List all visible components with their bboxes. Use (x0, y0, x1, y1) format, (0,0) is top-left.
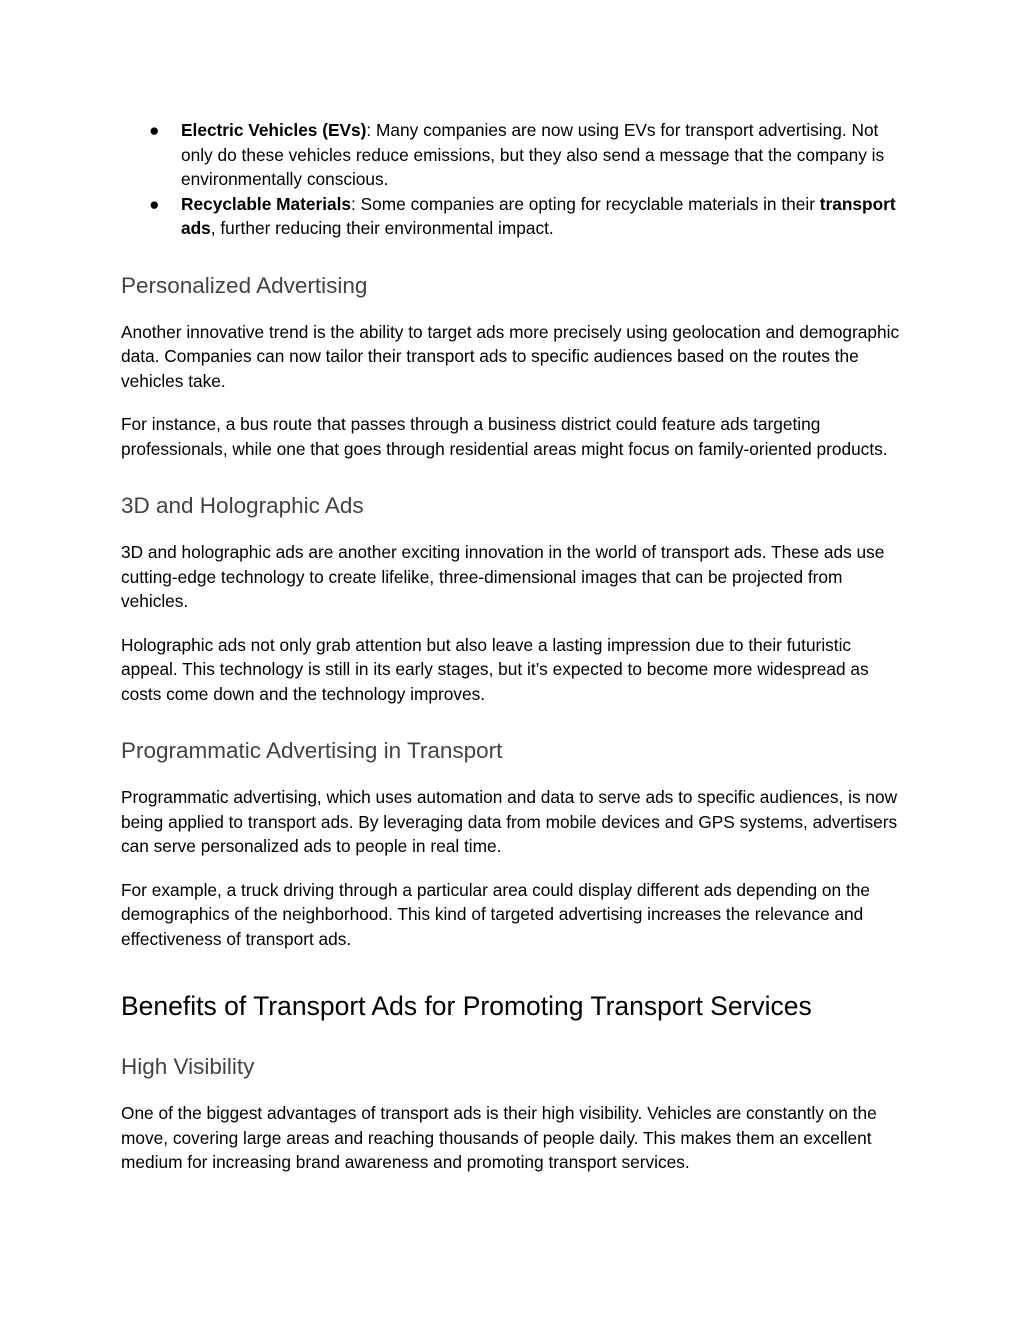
paragraph: For instance, a bus route that passes through a business district could feature ads targeting professionals, while one that goes through residential areas might focus on family-oriented products. (121, 414, 888, 459)
paragraph: One of the biggest advantages of transport ads is their high visibility. Vehicles are constantly on the move, covering large areas and reaching thousands of people daily. This makes them an excellent medium for increasing brand awareness and promoting transport services. (121, 1103, 877, 1172)
bullet-text: , further reducing their environmental impact. (210, 218, 554, 238)
paragraph: Programmatic advertising, which uses automation and data to serve ads to specific audiences, is now being applied to transport ads. By leveraging data from mobile devices and GPS systems, advertisers can serve personalized ads to people in real time. (121, 787, 898, 856)
paragraph: 3D and holographic ads are another exciting innovation in the world of transport ads. These ads use cutting-edge technology to create lifelike, three-dimensional images that can be projected from vehicles. (121, 542, 885, 611)
bullet-term: Recyclable Materials (181, 193, 352, 214)
list-item (121, 192, 904, 241)
bullet-icon: ● (149, 193, 160, 214)
bullet-list (121, 118, 904, 241)
paragraph: Holographic ads not only grab attention but also leave a lasting impression due to their futuristic appeal. This technology is still in its early stages, but it’s expected to become more widespread as costs come down and the technology improves. (121, 634, 869, 704)
bullet-icon: ● (149, 120, 160, 140)
list-item (121, 118, 904, 192)
section-heading-programmatic: Programmatic Advertising in Transport (121, 738, 503, 763)
bullet-text: : Some companies are opting for recyclable materials in their (351, 193, 820, 214)
bullet-text: : Many companies are now using EVs for transport advertising. Not only do these vehicles reduce emissions, but they also send a message that the company is environmentally conscious. (181, 120, 885, 189)
section-heading-personalized: Personalized Advertising (121, 272, 368, 298)
paragraph: For example, a truck driving through a particular area could display different ads depending on the demographics of the neighborhood. This kind of targeted advertising increases the relevance and effectiveness of transport ads. (121, 879, 870, 949)
bullet-term: Electric Vehicles (EVs) (181, 120, 367, 140)
section-heading-visibility: High Visibility (121, 1054, 255, 1079)
paragraph: Another innovative trend is the ability to target ads more precisely using geolocation and demographic data. Companies can now tailor their transport ads to specific audiences based on the routes the vehicles take. (121, 321, 900, 391)
bullet-emphasis: transport ads (181, 193, 896, 238)
major-heading-benefits: Benefits of Transport Ads for Promoting Transport Services (121, 991, 812, 1021)
section-heading-holographic: 3D and Holographic Ads (121, 493, 364, 518)
